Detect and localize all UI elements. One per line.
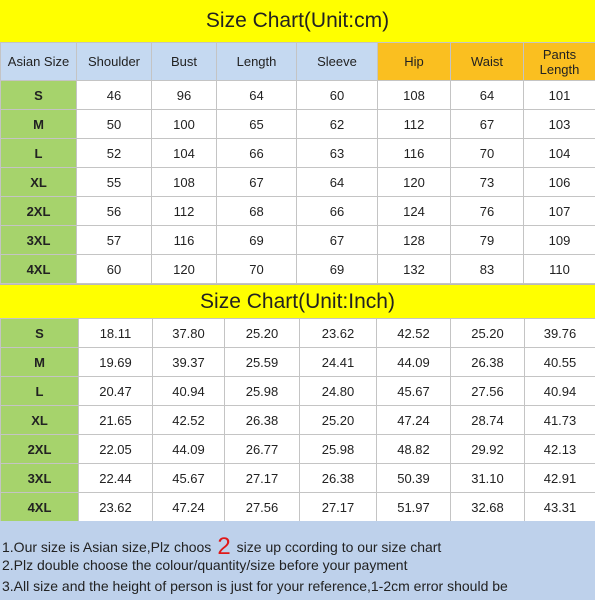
table-header-row [1,43,595,81]
value-cell: 25.59 [225,348,300,377]
size-chart-cm-title: Size Chart(Unit:cm) [0,0,595,43]
value-cell: 27.56 [451,377,525,406]
header-shoulder: Shoulder [77,43,152,81]
value-cell: 112 [378,110,451,139]
value-cell: 132 [378,255,451,284]
value-cell: 27.17 [300,493,377,522]
table-row [1,435,595,464]
value-cell: 24.80 [300,377,377,406]
value-cell: 109 [524,226,595,255]
value-cell: 45.67 [153,464,225,493]
value-cell: 27.17 [225,464,300,493]
value-cell: 67 [451,110,524,139]
value-cell: 40.55 [525,348,595,377]
note-1-text-b: size up ccording to our size chart [236,539,442,555]
value-cell: 120 [378,168,451,197]
value-cell: 32.68 [451,493,525,522]
value-cell: 66 [217,139,297,168]
header-bust: Bust [152,43,217,81]
note-line-1 [2,531,441,559]
value-cell: 68 [217,197,297,226]
value-cell: 21.65 [79,406,153,435]
value-cell: 19.69 [79,348,153,377]
value-cell: 60 [297,81,378,110]
size-label-cell: M [1,110,77,139]
value-cell: 116 [152,226,217,255]
value-cell: 39.37 [153,348,225,377]
value-cell: 18.11 [79,319,153,348]
header-asian-size: Asian Size [1,43,77,81]
table-row [1,348,595,377]
value-cell: 20.47 [79,377,153,406]
value-cell: 29.92 [451,435,525,464]
value-cell: 83 [451,255,524,284]
value-cell: 42.52 [377,319,451,348]
value-cell: 40.94 [525,377,595,406]
value-cell: 26.77 [225,435,300,464]
value-cell: 22.44 [79,464,153,493]
value-cell: 28.74 [451,406,525,435]
value-cell: 66 [297,197,378,226]
value-cell: 110 [524,255,595,284]
value-cell: 76 [451,197,524,226]
value-cell: 63 [297,139,378,168]
value-cell: 25.20 [300,406,377,435]
size-label-cell: S [1,81,77,110]
table-row [1,81,595,110]
header-length: Length [217,43,297,81]
value-cell: 25.98 [300,435,377,464]
value-cell: 69 [217,226,297,255]
note-1-text-a: 1.Our size is Asian size,Plz choos [2,539,212,555]
value-cell: 70 [217,255,297,284]
notes-panel [0,521,595,600]
table-row [1,168,595,197]
value-cell: 101 [524,81,595,110]
value-cell: 39.76 [525,319,595,348]
size-chart-inch-title: Size Chart(Unit:Inch) [0,284,595,319]
value-cell: 124 [378,197,451,226]
value-cell: 45.67 [377,377,451,406]
table-row [1,139,595,168]
table-row [1,377,595,406]
value-cell: 67 [297,226,378,255]
size-table-cm [0,42,595,284]
value-cell: 42.13 [525,435,595,464]
table-row [1,226,595,255]
value-cell: 26.38 [300,464,377,493]
value-cell: 22.05 [79,435,153,464]
size-label-cell: M [1,348,79,377]
note-line-3: 3.All size and the height of person is just for your reference,1-2cm error should be [2,578,508,594]
value-cell: 107 [524,197,595,226]
value-cell: 25.20 [225,319,300,348]
size-label-cell: 3XL [1,226,77,255]
table-row [1,197,595,226]
value-cell: 64 [451,81,524,110]
size-label-cell: XL [1,168,77,197]
table-row [1,319,595,348]
value-cell: 96 [152,81,217,110]
value-cell: 25.98 [225,377,300,406]
value-cell: 46 [77,81,152,110]
value-cell: 67 [217,168,297,197]
header-waist: Waist [451,43,524,81]
value-cell: 60 [77,255,152,284]
value-cell: 50 [77,110,152,139]
value-cell: 64 [297,168,378,197]
size-label-cell: 4XL [1,493,79,522]
value-cell: 23.62 [79,493,153,522]
size-label-cell: 2XL [1,435,79,464]
header-sleeve: Sleeve [297,43,378,81]
value-cell: 47.24 [377,406,451,435]
value-cell: 43.31 [525,493,595,522]
value-cell: 100 [152,110,217,139]
value-cell: 64 [217,81,297,110]
size-label-cell: 3XL [1,464,79,493]
size-label-cell: 2XL [1,197,77,226]
value-cell: 79 [451,226,524,255]
header-hip: Hip [378,43,451,81]
value-cell: 106 [524,168,595,197]
size-label-cell: L [1,139,77,168]
value-cell: 23.62 [300,319,377,348]
value-cell: 70 [451,139,524,168]
value-cell: 48.82 [377,435,451,464]
note-1-number: 2 [217,533,231,560]
value-cell: 47.24 [153,493,225,522]
value-cell: 44.09 [153,435,225,464]
value-cell: 69 [297,255,378,284]
value-cell: 50.39 [377,464,451,493]
table-row [1,110,595,139]
size-label-cell: S [1,319,79,348]
value-cell: 116 [378,139,451,168]
header-pants-length: Pants Length [524,43,595,81]
size-table-inch [0,318,595,522]
value-cell: 52 [77,139,152,168]
value-cell: 104 [524,139,595,168]
value-cell: 25.20 [451,319,525,348]
value-cell: 112 [152,197,217,226]
table-row [1,406,595,435]
value-cell: 57 [77,226,152,255]
value-cell: 27.56 [225,493,300,522]
note-line-2: 2.Plz double choose the colour/quantity/size before your payment [2,557,408,573]
table-row [1,493,595,522]
value-cell: 51.97 [377,493,451,522]
value-cell: 56 [77,197,152,226]
value-cell: 26.38 [225,406,300,435]
value-cell: 42.52 [153,406,225,435]
value-cell: 103 [524,110,595,139]
size-label-cell: 4XL [1,255,77,284]
table-row [1,255,595,284]
value-cell: 31.10 [451,464,525,493]
value-cell: 128 [378,226,451,255]
table-row [1,464,595,493]
value-cell: 26.38 [451,348,525,377]
value-cell: 55 [77,168,152,197]
value-cell: 120 [152,255,217,284]
size-label-cell: L [1,377,79,406]
value-cell: 37.80 [153,319,225,348]
value-cell: 24.41 [300,348,377,377]
value-cell: 108 [378,81,451,110]
value-cell: 41.73 [525,406,595,435]
value-cell: 108 [152,168,217,197]
value-cell: 73 [451,168,524,197]
value-cell: 40.94 [153,377,225,406]
value-cell: 62 [297,110,378,139]
value-cell: 42.91 [525,464,595,493]
value-cell: 65 [217,110,297,139]
value-cell: 104 [152,139,217,168]
value-cell: 44.09 [377,348,451,377]
size-label-cell: XL [1,406,79,435]
